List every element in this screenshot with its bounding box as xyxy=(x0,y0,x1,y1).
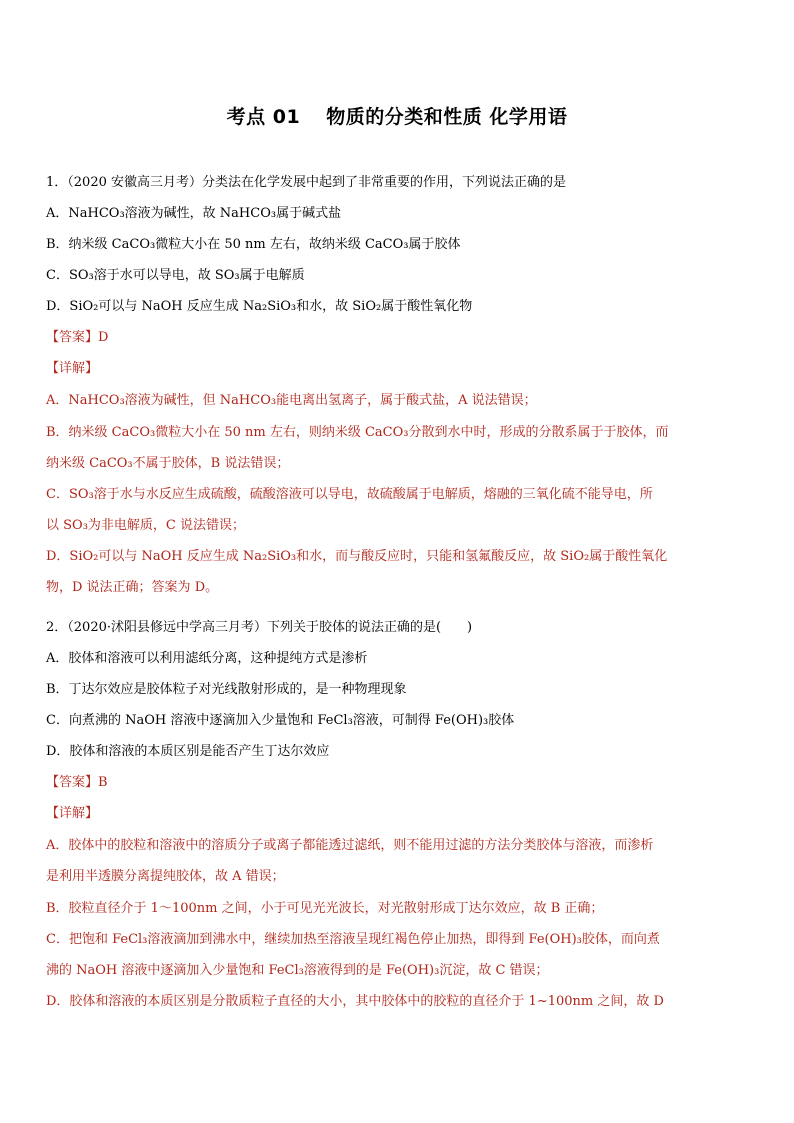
q1-option-d: D．SiO₂可以与 NaOH 反应生成 Na₂SiO₃和水，故 SiO₂属于酸性氧化物 xyxy=(46,299,473,314)
q1-explain-d-line1: D．SiO₂可以与 NaOH 反应生成 Na₂SiO₃和水，而与酸反应时，只能和氢氟酸反应，故 SiO₂属于酸性氧化 xyxy=(46,549,668,564)
q2-explain-c-line1: C．把饱和 FeCl₃溶液滴加到沸水中，继续加热至溶液呈现红褐色停止加热，即得到 Fe(OH)₃胶体，而向煮 xyxy=(46,932,660,947)
q1-answer: 【答案】D xyxy=(46,330,109,345)
q2-explain-a-line2: 是利用半透膜分离提纯胶体，故 A 错误； xyxy=(46,869,285,884)
q1-explain-c-line1: C．SO₃溶于水与水反应生成硫酸，硫酸溶液可以导电，故硫酸属于电解质，熔融的三氧化硫不能导电，所 xyxy=(46,487,653,502)
q1-option-b: B．纳米级 CaCO₃微粒大小在 50 nm 左右，故纳米级 CaCO₃属于胶体 xyxy=(46,237,461,252)
title-text: 物质的分类和性质 化学用语 xyxy=(326,106,568,128)
q2-option-c: C．向煮沸的 NaOH 溶液中逐滴加入少量饱和 FeCl₃溶液，可制得 Fe(OH)₃胶体 xyxy=(46,713,515,728)
q1-explain-d-line2: 物，D 说法正确；答案为 D。 xyxy=(46,580,219,595)
q1-option-a: A．NaHCO₃溶液为碱性，故 NaHCO₃属于碱式盐 xyxy=(46,206,342,221)
q2-stem: 2．（2020·沭阳县修远中学高三月考）下列关于胶体的说法正确的是( ) xyxy=(46,620,473,635)
q2-explain-c-line2: 沸的 NaOH 溶液中逐滴加入少量饱和 FeCl₃溶液得到的是 Fe(OH)₃沉淀，故 C 错误； xyxy=(46,963,549,978)
q2-explain-d-line1: D．胶体和溶液的本质区别是分散质粒子直径的大小，其中胶体中的胶粒的直径介于 1~100nm 之间，故 D xyxy=(46,994,664,1009)
title-code: 考点 01 xyxy=(226,106,301,128)
q1-stem: 1．（2020 安徽高三月考）分类法在化学发展中起到了非常重要的作用，下列说法正确的是 xyxy=(46,175,566,190)
q2-option-d: D．胶体和溶液的本质区别是能否产生丁达尔效应 xyxy=(46,744,330,759)
q2-answer: 【答案】B xyxy=(46,775,108,790)
q1-explain-c-line2: 以 SO₃为非电解质，C 说法错误； xyxy=(46,518,245,533)
q2-detail-label: 【详解】 xyxy=(46,806,99,821)
q1-explain-b-line2: 纳米级 CaCO₃不属于胶体，B 说法错误； xyxy=(46,456,290,471)
page-title xyxy=(46,102,748,129)
q2-explain-a-line1: A．胶体中的胶粒和溶液中的溶质分子或离子都能透过滤纸，则不能用过滤的方法分类胶体与溶液，而渗析 xyxy=(46,838,654,853)
q2-explain-b: B．胶粒直径介于 1～100nm 之间，小于可见光光波长，对光散射形成丁达尔效应，故 B 正确； xyxy=(46,901,604,916)
q2-option-a: A．胶体和溶液可以利用滤纸分离，这种提纯方式是渗析 xyxy=(46,651,368,666)
q1-detail-label: 【详解】 xyxy=(46,361,99,376)
q1-explain-b-line1: B．纳米级 CaCO₃微粒大小在 50 nm 左右，则纳米级 CaCO₃分散到水中时，形成的分散系属于于胶体，而 xyxy=(46,425,669,440)
q1-option-c: C．SO₃溶于水可以导电，故 SO₃属于电解质 xyxy=(46,268,305,283)
q1-explain-a: A．NaHCO₃溶液为碱性，但 NaHCO₃能电离出氢离子，属于酸式盐，A 说法错误； xyxy=(46,393,537,408)
q2-option-b: B．丁达尔效应是胶体粒子对光线散射形成的，是一种物理现象 xyxy=(46,682,407,697)
